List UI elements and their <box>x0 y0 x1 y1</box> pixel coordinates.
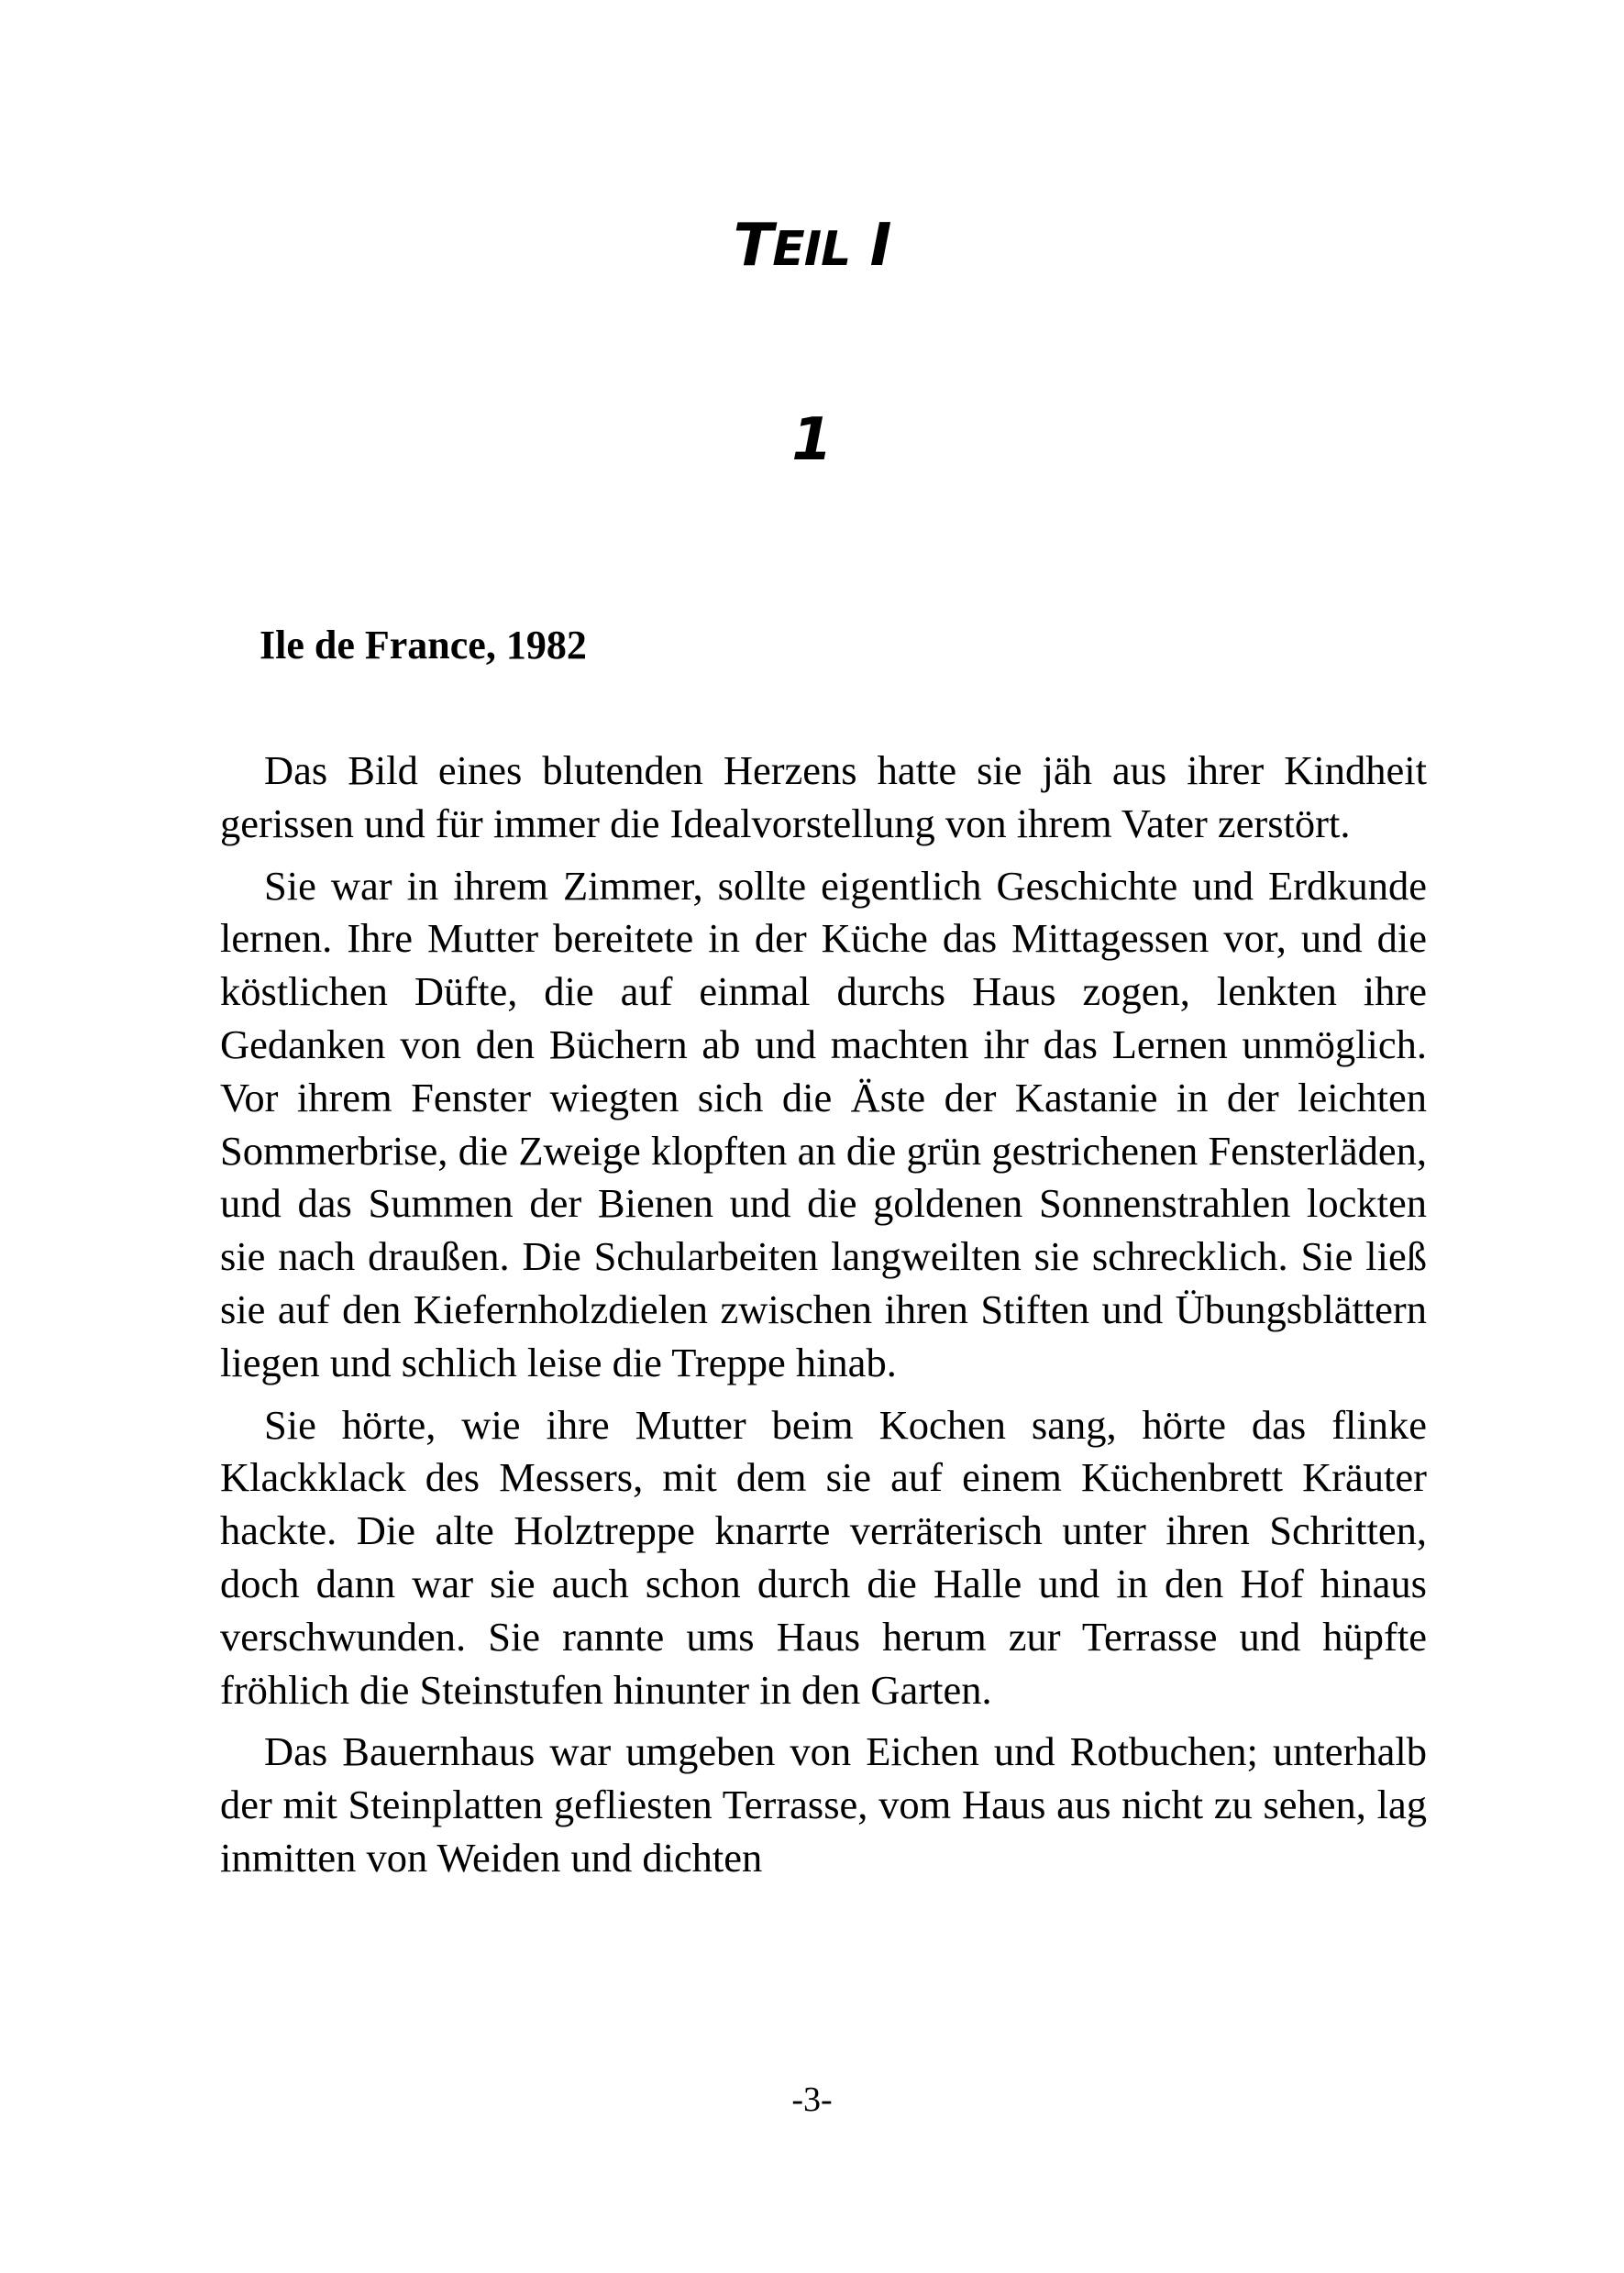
location-heading: Ile de France, 1982 <box>260 623 587 668</box>
part-title-rest: EIL <box>772 222 851 277</box>
part-title <box>0 209 1624 286</box>
paragraph: Das Bild eines blutenden Herzens hatte sie jäh aus ihrer Kindheit gerissen und für immer die Idealvorstellung von ihrem Vater zerstört. <box>220 747 1427 846</box>
paragraph: Sie hörte, wie ihre Mutter beim Kochen sang, hörte das flinke Klackklack des Messers, mit dem sie auf einem Küchenbrett Kräuter hackte. Die alte Holztreppe knarrte verräterisch unter ihren Schritten, doch dann war sie auch schon durch die Halle und in den Hof hinaus verschwunden. Sie rannte ums Haus herum zur Terrasse und hüpfte fröhlich die Steinstufen hinunter in den Garten. <box>220 1401 1427 1713</box>
paragraph: Sie war in ihrem Zimmer, sollte eigentlich Geschichte und Erdkunde lernen. Ihre Mutter bereitete in der Küche das Mittagessen vor, und die köstlichen Düfte, die auf einmal durchs Haus zogen, lenkten ihre Gedanken von den Büchern ab und machten ihr das Lernen unmöglich. Vor ihrem Fenster wiegten sich die Äste der Kastanie in der leichten Sommerbrise, die Zweige klopften an die grün gestrichenen Fensterläden, und das Summen der Bienen und die goldenen Sonnenstrahlen lockten sie nach draußen. Die Schularbeiten langweilten sie schrecklich. Sie ließ sie auf den Kiefernholzdielen zwischen ihren Stiften und Übungsblättern liegen und schlich leise die Treppe hinab. <box>220 862 1427 1385</box>
paragraph: Das Bauernhaus war umgeben von Eichen und Rotbuchen; unterhalb der mit Steinplatten gefliesten Terrasse, vom Haus aus nicht zu sehen, lag inmitten von Weiden und dichten <box>220 1728 1427 1881</box>
body-text <box>220 745 1427 1894</box>
part-title-initial: T <box>733 212 773 280</box>
chapter-number: 1 <box>791 406 833 474</box>
page-number: -3- <box>791 2080 833 2119</box>
part-title-numeral: I <box>869 212 891 280</box>
